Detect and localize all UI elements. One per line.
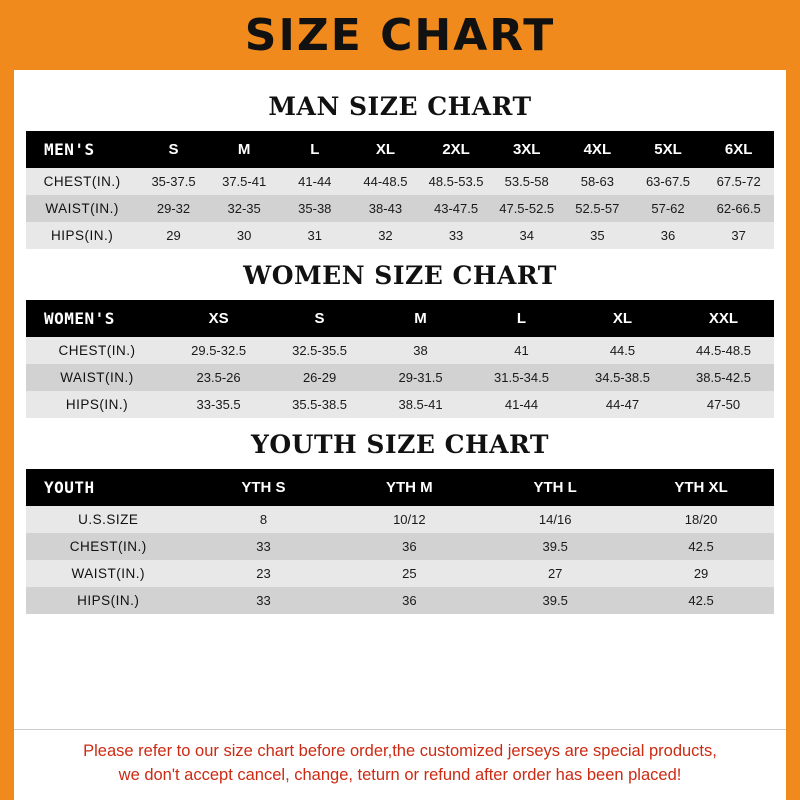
men-header-s: S <box>138 131 209 168</box>
men-header-4xl: 4XL <box>562 131 633 168</box>
men-chest-s: 35-37.5 <box>138 168 209 195</box>
table-header-row <box>26 300 774 337</box>
youth-ussize-s: 8 <box>191 506 337 533</box>
men-chest-l: 41-44 <box>279 168 350 195</box>
women-waist-s: 26-29 <box>269 364 370 391</box>
table-row <box>26 222 774 249</box>
men-waist-2xl: 43-47.5 <box>421 195 492 222</box>
men-chest-4xl: 58-63 <box>562 168 633 195</box>
men-header-5xl: 5XL <box>633 131 704 168</box>
women-section-title: WOMEN SIZE CHART <box>243 261 557 290</box>
men-section-title: MAN SIZE CHART <box>268 92 532 121</box>
table-row <box>26 533 774 560</box>
women-waist-l: 31.5-34.5 <box>471 364 572 391</box>
page-title: SIZE CHART <box>244 9 556 61</box>
women-chest-xxl: 44.5-48.5 <box>673 337 774 364</box>
women-header-s: S <box>269 300 370 337</box>
women-chest-xl: 44.5 <box>572 337 673 364</box>
women-hips-l: 41-44 <box>471 391 572 418</box>
footer-line-2: we don't accept cancel, change, teturn or refund after order has been placed! <box>118 766 682 785</box>
youth-hips-l: 39.5 <box>482 587 628 614</box>
men-header-l: L <box>279 131 350 168</box>
youth-ussize-xl: 18/20 <box>628 506 774 533</box>
page-banner <box>0 0 800 70</box>
men-hips-4xl: 35 <box>562 222 633 249</box>
women-waist-xl: 34.5-38.5 <box>572 364 673 391</box>
women-chest-label: CHEST(IN.) <box>26 337 168 364</box>
youth-ussize-l: 14/16 <box>482 506 628 533</box>
men-hips-m: 30 <box>209 222 280 249</box>
youth-hips-label: HIPS(IN.) <box>26 587 191 614</box>
men-chest-5xl: 63-67.5 <box>633 168 704 195</box>
women-hips-xs: 33-35.5 <box>168 391 269 418</box>
men-waist-s: 29-32 <box>138 195 209 222</box>
women-hips-s: 35.5-38.5 <box>269 391 370 418</box>
youth-chest-m: 36 <box>336 533 482 560</box>
youth-waist-m: 25 <box>336 560 482 587</box>
men-chest-6xl: 67.5-72 <box>703 168 774 195</box>
youth-header-label: YOUTH <box>26 469 191 506</box>
women-hips-m: 38.5-41 <box>370 391 471 418</box>
table-header-row <box>26 469 774 506</box>
men-header-2xl: 2XL <box>421 131 492 168</box>
women-header-xxl: XXL <box>673 300 774 337</box>
table-row <box>26 168 774 195</box>
women-waist-xs: 23.5-26 <box>168 364 269 391</box>
youth-chest-l: 39.5 <box>482 533 628 560</box>
table-row <box>26 506 774 533</box>
men-hips-2xl: 33 <box>421 222 492 249</box>
youth-size-table <box>26 469 774 614</box>
footer-disclaimer <box>14 729 786 800</box>
table-row <box>26 364 774 391</box>
men-size-table <box>26 131 774 249</box>
men-waist-xl: 38-43 <box>350 195 421 222</box>
men-header-xl: XL <box>350 131 421 168</box>
charts-content <box>14 70 786 729</box>
youth-chest-xl: 42.5 <box>628 533 774 560</box>
men-waist-l: 35-38 <box>279 195 350 222</box>
women-size-table <box>26 300 774 418</box>
men-waist-5xl: 57-62 <box>633 195 704 222</box>
youth-section-title: YOUTH SIZE CHART <box>251 430 549 459</box>
youth-waist-label: WAIST(IN.) <box>26 560 191 587</box>
men-waist-4xl: 52.5-57 <box>562 195 633 222</box>
youth-chest-s: 33 <box>191 533 337 560</box>
women-header-xl: XL <box>572 300 673 337</box>
men-chest-m: 37.5-41 <box>209 168 280 195</box>
women-hips-xl: 44-47 <box>572 391 673 418</box>
men-chest-2xl: 48.5-53.5 <box>421 168 492 195</box>
youth-waist-l: 27 <box>482 560 628 587</box>
youth-waist-s: 23 <box>191 560 337 587</box>
men-waist-label: WAIST(IN.) <box>26 195 138 222</box>
youth-header-m: YTH M <box>336 469 482 506</box>
youth-header-xl: YTH XL <box>628 469 774 506</box>
youth-header-s: YTH S <box>191 469 337 506</box>
youth-hips-xl: 42.5 <box>628 587 774 614</box>
men-waist-3xl: 47.5-52.5 <box>491 195 562 222</box>
men-header-3xl: 3XL <box>491 131 562 168</box>
men-hips-3xl: 34 <box>491 222 562 249</box>
men-hips-6xl: 37 <box>703 222 774 249</box>
men-header-6xl: 6XL <box>703 131 774 168</box>
table-row <box>26 587 774 614</box>
men-waist-6xl: 62-66.5 <box>703 195 774 222</box>
youth-waist-xl: 29 <box>628 560 774 587</box>
men-header-label: MEN'S <box>26 131 138 168</box>
men-chest-3xl: 53.5-58 <box>491 168 562 195</box>
men-header-m: M <box>209 131 280 168</box>
women-waist-xxl: 38.5-42.5 <box>673 364 774 391</box>
table-header-row <box>26 131 774 168</box>
footer-line-1: Please refer to our size chart before order,the customized jerseys are special products, <box>83 742 717 761</box>
table-row <box>26 195 774 222</box>
table-row <box>26 560 774 587</box>
men-chest-xl: 44-48.5 <box>350 168 421 195</box>
women-header-label: WOMEN'S <box>26 300 168 337</box>
women-waist-m: 29-31.5 <box>370 364 471 391</box>
women-chest-m: 38 <box>370 337 471 364</box>
men-hips-label: HIPS(IN.) <box>26 222 138 249</box>
men-hips-5xl: 36 <box>633 222 704 249</box>
women-chest-s: 32.5-35.5 <box>269 337 370 364</box>
women-header-xs: XS <box>168 300 269 337</box>
youth-ussize-m: 10/12 <box>336 506 482 533</box>
women-chest-l: 41 <box>471 337 572 364</box>
men-hips-l: 31 <box>279 222 350 249</box>
women-header-m: M <box>370 300 471 337</box>
table-row <box>26 337 774 364</box>
women-chest-xs: 29.5-32.5 <box>168 337 269 364</box>
youth-chest-label: CHEST(IN.) <box>26 533 191 560</box>
men-chest-label: CHEST(IN.) <box>26 168 138 195</box>
youth-header-l: YTH L <box>482 469 628 506</box>
men-hips-xl: 32 <box>350 222 421 249</box>
youth-hips-s: 33 <box>191 587 337 614</box>
table-row <box>26 391 774 418</box>
youth-hips-m: 36 <box>336 587 482 614</box>
women-hips-xxl: 47-50 <box>673 391 774 418</box>
women-hips-label: HIPS(IN.) <box>26 391 168 418</box>
youth-ussize-label: U.S.SIZE <box>26 506 191 533</box>
women-waist-label: WAIST(IN.) <box>26 364 168 391</box>
men-waist-m: 32-35 <box>209 195 280 222</box>
women-header-l: L <box>471 300 572 337</box>
men-hips-s: 29 <box>138 222 209 249</box>
